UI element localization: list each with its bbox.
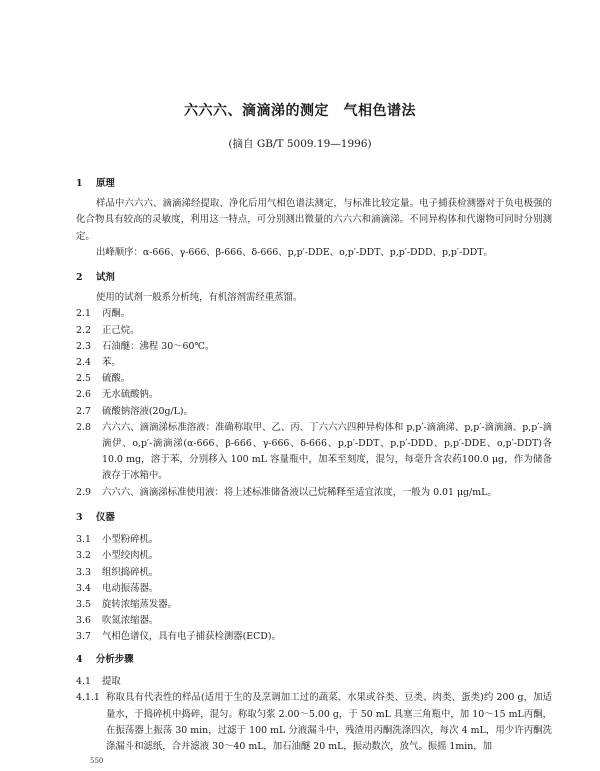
list-item — [76, 613, 552, 629]
item-number: 2.8 — [76, 421, 91, 433]
item-text: 丙酮。 — [102, 308, 131, 320]
item-text: 组织捣碎机。 — [102, 566, 159, 578]
item-number: 4.1.1 — [76, 692, 100, 704]
item-text: 电动振荡器。 — [102, 582, 159, 594]
item-text: 正己烷。 — [102, 324, 140, 336]
list-item — [76, 485, 552, 501]
list-item — [76, 387, 552, 403]
section-reagents — [76, 270, 552, 501]
list-item — [76, 690, 552, 755]
item-text: 六六六、滴滴涕标准使用液：将上述标准储备液以己烷稀释至适宜浓度，一般为 0.01 μg/mL。 — [102, 486, 497, 498]
list-item — [76, 355, 552, 371]
section-number: 4 — [76, 654, 83, 665]
item-text: 旋转浓缩蒸发器。 — [102, 599, 178, 611]
list-item — [76, 532, 552, 548]
item-text: 小型粉碎机。 — [102, 534, 159, 546]
item-number: 2.6 — [76, 389, 91, 401]
section-title: 仪器 — [96, 512, 115, 523]
item-text: 苯。 — [102, 357, 121, 369]
paragraph: 使用的试剂一般系分析纯，有机溶剂需经重蒸馏。 — [96, 292, 303, 304]
subsection-heading — [76, 674, 552, 690]
item-number: 4.1 — [76, 676, 91, 688]
section-number: 1 — [76, 178, 83, 189]
item-number: 2.7 — [76, 405, 91, 417]
item-number: 3.5 — [76, 599, 91, 611]
section-procedure — [76, 652, 552, 755]
item-text: 提取 — [102, 676, 121, 688]
item-number: 2.1 — [76, 308, 91, 320]
list-item — [76, 581, 552, 597]
item-number: 3.4 — [76, 582, 91, 594]
item-number: 3.1 — [76, 534, 91, 546]
list-item — [76, 548, 552, 564]
section-heading — [76, 176, 552, 192]
list-item — [76, 404, 552, 420]
list-item — [76, 339, 552, 355]
list-item — [76, 371, 552, 387]
section-heading — [76, 510, 552, 526]
item-number: 3.3 — [76, 566, 91, 578]
list-item — [76, 306, 552, 322]
list-item — [76, 323, 552, 339]
item-text: 气相色谱仪，具有电子捕获检测器(ECD)。 — [102, 631, 281, 643]
section-heading — [76, 652, 552, 668]
list-item — [76, 629, 552, 645]
section-number: 2 — [76, 272, 83, 283]
item-number: 3.2 — [76, 550, 91, 562]
item-text: 吹氮浓缩器。 — [102, 615, 159, 627]
item-number: 3.6 — [76, 615, 91, 627]
list-item — [76, 420, 552, 485]
section-apparatus — [76, 510, 552, 646]
item-number: 2.9 — [76, 486, 91, 498]
item-text: 称取具有代表性的样品(适用于生的及烹调加工过的蔬菜、水果或谷类、豆类、肉类、蛋类)约 200 g，加适量水，于捣碎机中捣碎，混匀。称取匀浆 2.00～5.00 g，于 50 mL 具塞三角瓶中，加 10～15 mL丙酮，在振荡器上振荡 30 min，过滤于 100 mL 分液漏斗中，残渣用丙酮洗涤四次，每次 4 mL，用少许丙酮洗涤漏斗和滤纸，合并滤液 30～40 mL，加石油醚 20 mL，振动数次，放气。振摇 1min，加 — [106, 692, 552, 753]
item-text: 石油醚：沸程 30～60℃。 — [102, 340, 215, 352]
section-title: 原理 — [96, 178, 115, 189]
section-heading — [76, 270, 552, 286]
item-text: 硫酸钠溶液(20g/L)。 — [102, 405, 193, 417]
item-text: 小型绞肉机。 — [102, 550, 159, 562]
item-number: 2.5 — [76, 373, 91, 385]
item-number: 2.3 — [76, 340, 91, 352]
page-title: 六六六、滴滴涕的测定 气相色谱法 — [184, 103, 416, 119]
item-number: 2.2 — [76, 324, 91, 336]
list-item — [76, 565, 552, 581]
paragraph: 样品中六六六、滴滴涕经提取、净化后用气相色谱法测定，与标准比较定量。电子捕获检测器对于负电极强的化合物具有较高的灵敏度，利用这一特点，可分别测出微量的六六六和滴滴涕。不同异构体和代谢物可同时分别测定。 — [76, 198, 552, 242]
page-subtitle: (摘自 GB/T 5009.19—1996) — [228, 138, 372, 150]
section-principle — [76, 176, 552, 261]
page-number: 550 — [90, 757, 104, 765]
section-number: 3 — [76, 512, 83, 523]
item-number: 3.7 — [76, 631, 91, 643]
section-title: 试剂 — [96, 272, 115, 283]
item-text: 硫酸。 — [102, 373, 131, 385]
section-title: 分析步骤 — [96, 654, 134, 665]
item-text: 无水硫酸钠。 — [102, 389, 159, 401]
item-text: 六六六、滴滴涕标准溶液：准确称取甲、乙、丙、丁六六六四种异构体和 p,p′-滴滴涕、p,p′-滴滴滴、p,p′-滴滴伊、o,p′-滴滴涕(α-666、β-666、γ-666、δ-666、p,p′-DDT、p,p′-DDD、p,p′-DDE、o,p′-DDT)各 10.0 mg，溶于苯，分别移入 100 mL 容量瓶中，加苯至刻度，混匀，每毫升含农药100.0 μg，作为储备液存于冰箱中。 — [102, 421, 552, 482]
list-item — [76, 597, 552, 613]
paragraph: 出峰顺序：α-666、γ-666、β-666、δ-666、p,p′-DDE、o,p′-DDT、p,p′-DDD、p,p′-DDT。 — [96, 246, 493, 258]
item-number: 2.4 — [76, 357, 91, 369]
